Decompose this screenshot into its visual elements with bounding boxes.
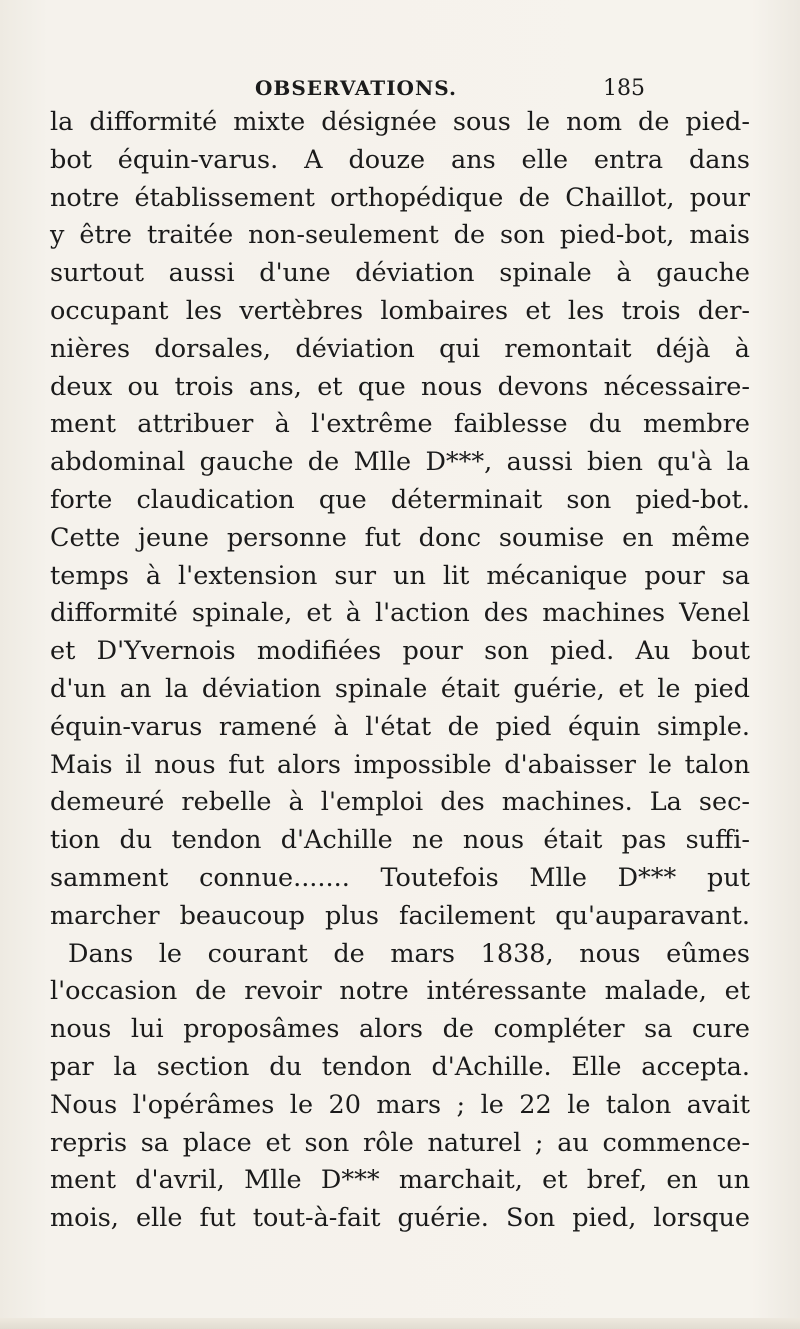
- text-line: d'un an la déviation spinale était guérie, et le pied: [50, 673, 750, 704]
- text-line: ment d'avril, Mlle D*** marchait, et bref, en un: [50, 1165, 750, 1196]
- text-line: marcher beaucoup plus facilement qu'auparavant.: [50, 900, 750, 931]
- text-line: surtout aussi d'une déviation spinale à gauche: [50, 258, 750, 289]
- text-line: équin-varus ramené à l'état de pied équin simple.: [50, 711, 750, 742]
- text-line: nières dorsales, déviation qui remontait déjà à: [50, 333, 750, 364]
- text-line: et D'Yvernois modifiées pour son pied. Au bout: [50, 636, 750, 667]
- running-head: OBSERVATIONS.: [255, 76, 457, 100]
- body-text: [50, 104, 750, 1238]
- page-header: [255, 76, 655, 102]
- text-line: notre établissement orthopédique de Chaillot, pour: [50, 182, 750, 213]
- text-line: mois, elle fut tout-à-fait guérie. Son pied, lorsque: [50, 1203, 750, 1234]
- text-line: y être traitée non-seulement de son pied-bot, mais: [50, 220, 750, 251]
- text-line: bot équin-varus. A douze ans elle entra dans: [50, 144, 750, 175]
- text-line: forte claudication que déterminait son pied-bot.: [50, 484, 750, 515]
- text-line: abdominal gauche de Mlle D***, aussi bien qu'à la: [50, 447, 750, 478]
- text-line: nous lui proposâmes alors de compléter sa cure: [50, 1014, 750, 1045]
- text-line: Cette jeune personne fut donc soumise en même: [50, 522, 750, 553]
- text-line: temps à l'extension sur un lit mécanique pour sa: [50, 560, 750, 591]
- text-line: samment connue....... Toutefois Mlle D*** put: [50, 862, 750, 893]
- text-line: Mais il nous fut alors impossible d'abaisser le talon: [50, 749, 750, 780]
- text-line: Dans le courant de mars 1838, nous eûmes: [68, 938, 750, 969]
- text-line: ment attribuer à l'extrême faiblesse du membre: [50, 409, 750, 440]
- page-number: 185: [603, 76, 645, 101]
- text-line: tion du tendon d'Achille ne nous était pas suffi-: [50, 825, 750, 856]
- text-line: l'occasion de revoir notre intéressante malade, et: [50, 976, 750, 1007]
- text-line: occupant les vertèbres lombaires et les trois der-: [50, 295, 750, 326]
- text-line: demeuré rebelle à l'emploi des machines. La sec-: [50, 787, 750, 818]
- text-line: par la section du tendon d'Achille. Elle accepta.: [50, 1051, 750, 1082]
- text-line: difformité spinale, et à l'action des machines Venel: [50, 598, 750, 629]
- text-line: la difformité mixte désignée sous le nom de pied-: [50, 107, 750, 137]
- page-bottom-edge: [0, 1318, 800, 1329]
- text-line: deux ou trois ans, et que nous devons nécessaire-: [50, 371, 750, 402]
- text-line: repris sa place et son rôle naturel ; au commence-: [50, 1127, 750, 1158]
- text-line: Nous l'opérâmes le 20 mars ; le 22 le talon avait: [50, 1089, 750, 1120]
